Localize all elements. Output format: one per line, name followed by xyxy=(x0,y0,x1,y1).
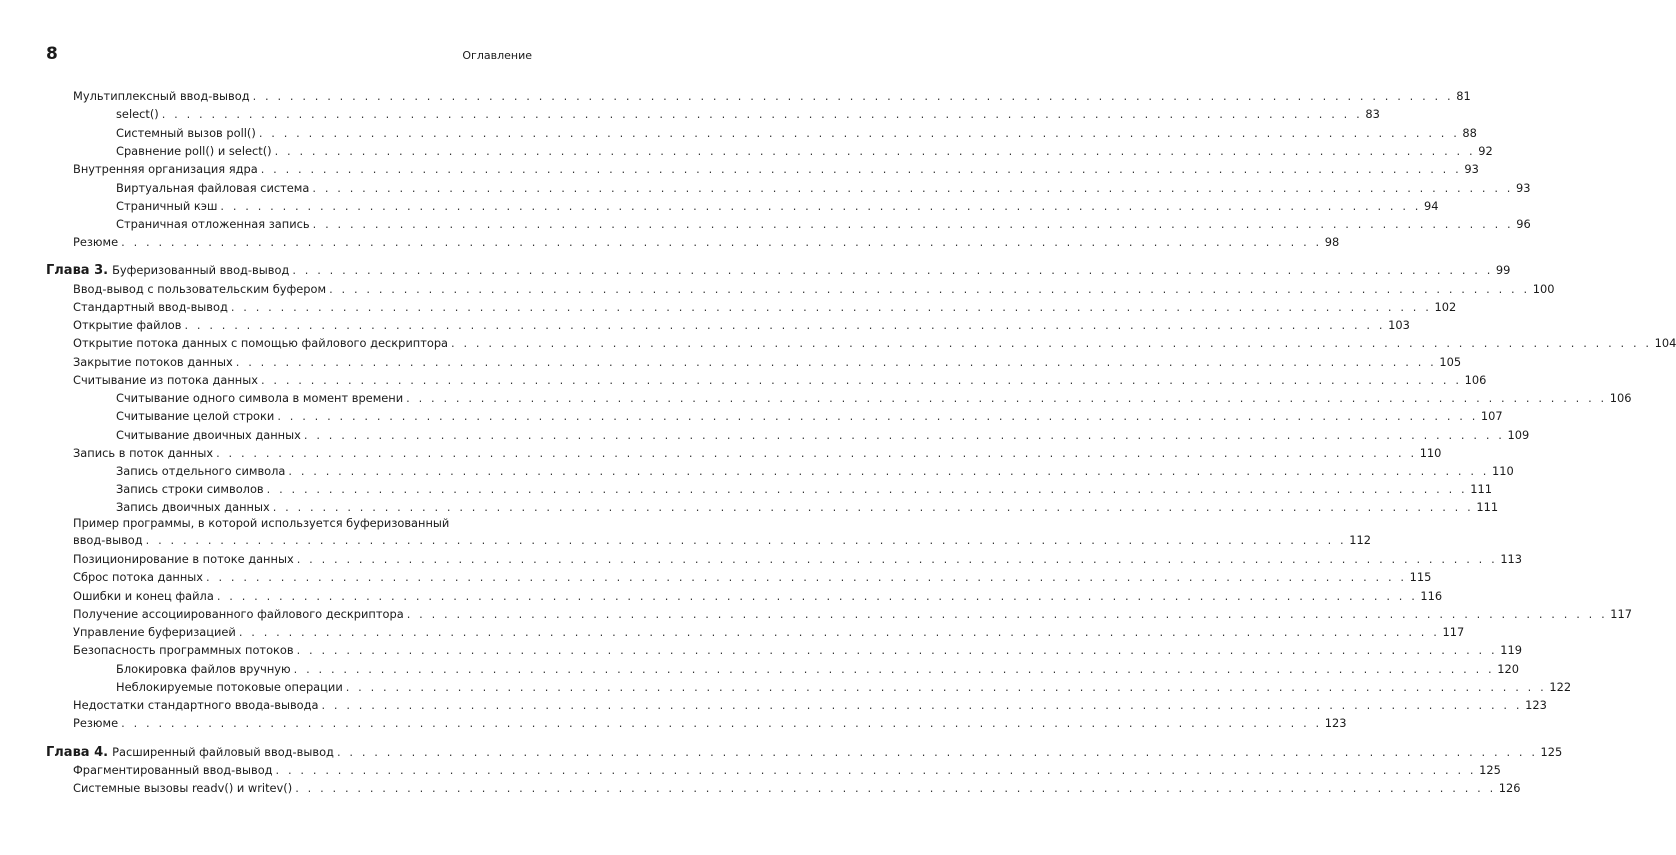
dot-leader xyxy=(312,181,1513,195)
toc-page-number: 111 xyxy=(1470,482,1492,496)
toc-entry-title: Ввод-вывод с пользовательским буфером xyxy=(73,282,327,296)
toc-entry-title: ввод-вывод xyxy=(73,533,143,547)
toc-entry-title: Запись строки символов xyxy=(116,482,264,496)
toc-page-number: 99 xyxy=(1495,263,1511,277)
toc-entry-title: Страничный кэш xyxy=(116,199,218,213)
dot-leader xyxy=(295,781,1496,795)
toc-entry[interactable] xyxy=(0,662,1519,676)
toc-page-number: 92 xyxy=(1478,144,1493,158)
toc-entry-title: Неблокируемые потоковые операции xyxy=(116,680,343,694)
toc-page-number: 104 xyxy=(1654,336,1676,350)
toc-entry[interactable] xyxy=(0,570,1432,584)
toc-page-number: 123 xyxy=(1525,698,1547,712)
toc-page-number: 106 xyxy=(1464,373,1487,387)
toc-page-number: 122 xyxy=(1549,680,1572,694)
toc-page-number: 125 xyxy=(1479,763,1501,777)
page-number: 8 xyxy=(46,44,58,64)
toc-page-number: 111 xyxy=(1476,500,1499,514)
toc-entry-title: Считывание из потока данных xyxy=(73,373,258,387)
toc-page-number: 126 xyxy=(1498,781,1521,795)
toc-page-number: 106 xyxy=(1609,391,1632,405)
dot-leader xyxy=(313,217,1514,231)
toc-page-number: 113 xyxy=(1500,552,1523,566)
dot-leader xyxy=(121,235,1322,249)
dot-leader xyxy=(288,464,1489,478)
dot-leader xyxy=(337,745,1538,759)
dot-leader xyxy=(267,482,1468,496)
toc-entry-title: Стандартный ввод-вывод xyxy=(73,300,228,314)
toc-entry-title: Виртуальная файловая система xyxy=(116,181,310,195)
toc-entry[interactable] xyxy=(0,282,1555,296)
toc-chapter[interactable] xyxy=(0,745,1563,760)
toc-entry-title: Запись отдельного символа xyxy=(116,464,286,478)
toc-page-number: 107 xyxy=(1480,409,1503,423)
dot-leader xyxy=(406,391,1607,405)
dot-leader xyxy=(329,282,1530,296)
toc-page-number: 123 xyxy=(1324,716,1347,730)
toc-entry-title: Считывание целой строки xyxy=(116,409,275,423)
dot-leader xyxy=(259,126,1460,140)
toc-page-number: 102 xyxy=(1434,300,1457,314)
toc-entry[interactable] xyxy=(0,235,1340,249)
dot-leader xyxy=(294,662,1495,676)
toc-entry[interactable] xyxy=(0,217,1531,231)
dot-leader xyxy=(239,625,1440,639)
toc-page-number: 88 xyxy=(1462,126,1477,140)
toc-entry-title: Страничная отложенная запись xyxy=(116,217,310,231)
toc-entry[interactable] xyxy=(0,464,1514,478)
toc-entry[interactable] xyxy=(0,199,1439,213)
dot-leader xyxy=(261,373,1462,387)
dot-leader xyxy=(297,552,1498,566)
dot-leader xyxy=(217,589,1418,603)
toc-page-number: 98 xyxy=(1324,235,1340,249)
toc-entry-title-line1: Пример программы, в которой используется буферизованный xyxy=(73,516,450,530)
dot-leader xyxy=(275,144,1476,158)
toc-entry[interactable] xyxy=(0,409,1503,423)
toc-entry-title: Сброс потока данных xyxy=(73,570,204,584)
toc-entry[interactable] xyxy=(0,680,1572,694)
toc-chapter[interactable] xyxy=(0,263,1511,278)
toc-entry[interactable] xyxy=(0,643,1522,657)
toc-entry-title: Резюме xyxy=(73,716,119,730)
toc-entry[interactable] xyxy=(0,446,1442,460)
toc-page-number: 110 xyxy=(1492,464,1514,478)
toc-entry[interactable] xyxy=(0,300,1457,314)
toc-entry-title: Фрагментированный ввод-вывод xyxy=(73,763,273,777)
toc-page-number: 83 xyxy=(1365,107,1380,121)
toc-page-number: 105 xyxy=(1439,355,1462,369)
dot-leader xyxy=(206,570,1407,584)
toc-entry[interactable] xyxy=(0,589,1443,603)
toc-entry[interactable] xyxy=(0,162,1479,176)
toc-page-number: 96 xyxy=(1516,217,1531,231)
toc-entry[interactable] xyxy=(0,428,1530,442)
toc-entry[interactable] xyxy=(0,355,1462,369)
toc-entry[interactable] xyxy=(0,181,1531,195)
dot-leader xyxy=(276,763,1477,777)
dot-leader xyxy=(346,680,1547,694)
toc-entry[interactable] xyxy=(0,607,1633,621)
chapter-title: Буферизованный ввод-вывод xyxy=(112,263,290,277)
toc-entry[interactable] xyxy=(0,391,1632,405)
dot-leader xyxy=(162,107,1363,121)
chapter-label: Глава 4. xyxy=(46,745,109,760)
toc-entry[interactable] xyxy=(0,482,1492,496)
toc-entry-title: Считывание двоичных данных xyxy=(116,428,301,442)
toc-page-number: 115 xyxy=(1409,570,1432,584)
toc-page-number: 93 xyxy=(1516,181,1531,195)
dot-leader xyxy=(277,409,1478,423)
toc-entry-title: Открытие потока данных с помощью файлового дескриптора xyxy=(73,336,449,350)
toc-entry[interactable] xyxy=(0,533,1372,547)
toc-entry-title xyxy=(46,745,334,760)
dot-leader xyxy=(292,263,1493,277)
dot-leader xyxy=(321,698,1522,712)
toc-entry-title: Запись в поток данных xyxy=(73,446,214,460)
dot-leader xyxy=(297,643,1498,657)
toc-entry-title: Системный вызов poll() xyxy=(116,126,256,140)
toc-page-number: 81 xyxy=(1456,89,1471,103)
toc-entry[interactable] xyxy=(0,373,1487,387)
toc-page-number: 110 xyxy=(1419,446,1442,460)
dot-leader xyxy=(231,300,1432,314)
running-head: Оглавление xyxy=(462,49,532,62)
dot-leader xyxy=(451,336,1652,350)
toc-entry[interactable] xyxy=(0,144,1493,158)
dot-leader xyxy=(146,533,1347,547)
toc-entry[interactable] xyxy=(0,126,1477,140)
toc-entry-title: Мультиплексный ввод-вывод xyxy=(73,89,250,103)
chapter-label: Глава 3. xyxy=(46,263,109,278)
dot-leader xyxy=(261,162,1462,176)
toc-entry-title: Запись двоичных данных xyxy=(116,500,270,514)
toc-page-number: 117 xyxy=(1610,607,1633,621)
dot-leader xyxy=(253,89,1454,103)
toc-page-number: 119 xyxy=(1500,643,1522,657)
toc-entry[interactable] xyxy=(0,781,1521,795)
toc-entry-title: Блокировка файлов вручную xyxy=(116,662,291,676)
toc-entry[interactable] xyxy=(0,107,1380,121)
toc-entry[interactable] xyxy=(0,552,1523,566)
toc-entry-title: Открытие файлов xyxy=(73,318,182,332)
toc-entry[interactable] xyxy=(0,336,1676,350)
dot-leader xyxy=(304,428,1505,442)
toc-entry-title: Сравнение poll() и select() xyxy=(116,144,272,158)
dot-leader xyxy=(220,199,1421,213)
toc-page-number: 117 xyxy=(1442,625,1465,639)
dot-leader xyxy=(273,500,1474,514)
toc-entry[interactable] xyxy=(0,698,1547,712)
toc-entry-title: Считывание одного символа в момент времени xyxy=(116,391,404,405)
toc-page-number: 94 xyxy=(1424,199,1439,213)
toc-page-number: 93 xyxy=(1464,162,1479,176)
toc-entry-title xyxy=(46,263,289,278)
toc-entry-title: Закрытие потоков данных xyxy=(73,355,233,369)
toc-page-number: 112 xyxy=(1349,533,1372,547)
toc-entry-title: Позиционирование в потоке данных xyxy=(73,552,294,566)
toc-page-number: 103 xyxy=(1388,318,1410,332)
chapter-title: Расширенный файловый ввод-вывод xyxy=(112,745,334,759)
toc-entry-title: Внутренняя организация ядра xyxy=(73,162,258,176)
dot-leader xyxy=(407,607,1608,621)
toc-entry-title: Получение ассоциированного файлового дескриптора xyxy=(73,607,404,621)
toc-entry-title: Управление буферизацией xyxy=(73,625,236,639)
toc-page-number: 116 xyxy=(1420,589,1443,603)
toc-entry[interactable] xyxy=(0,89,1471,103)
toc-page-number: 109 xyxy=(1507,428,1530,442)
dot-leader xyxy=(216,446,1417,460)
toc-entry-title: Безопасность программных потоков xyxy=(73,643,294,657)
toc-page-number: 100 xyxy=(1532,282,1555,296)
dot-leader xyxy=(121,716,1322,730)
dot-leader xyxy=(184,318,1385,332)
toc-entry-title: select() xyxy=(116,107,159,121)
toc-page-number: 120 xyxy=(1497,662,1519,676)
toc-entry-title: Недостатки стандартного ввода-вывода xyxy=(73,698,319,712)
toc-page-number: 125 xyxy=(1540,745,1563,759)
toc-entry[interactable] xyxy=(0,500,1499,514)
dot-leader xyxy=(236,355,1437,369)
toc-entry-title: Системные вызовы readv() и writev() xyxy=(73,781,293,795)
toc-entry-title: Резюме xyxy=(73,235,119,249)
toc-entry-title: Ошибки и конец файла xyxy=(73,589,214,603)
toc-entry[interactable] xyxy=(0,318,1410,332)
toc-entry[interactable] xyxy=(0,716,1347,730)
toc-entry[interactable] xyxy=(0,625,1465,639)
toc-entry[interactable] xyxy=(0,763,1501,777)
